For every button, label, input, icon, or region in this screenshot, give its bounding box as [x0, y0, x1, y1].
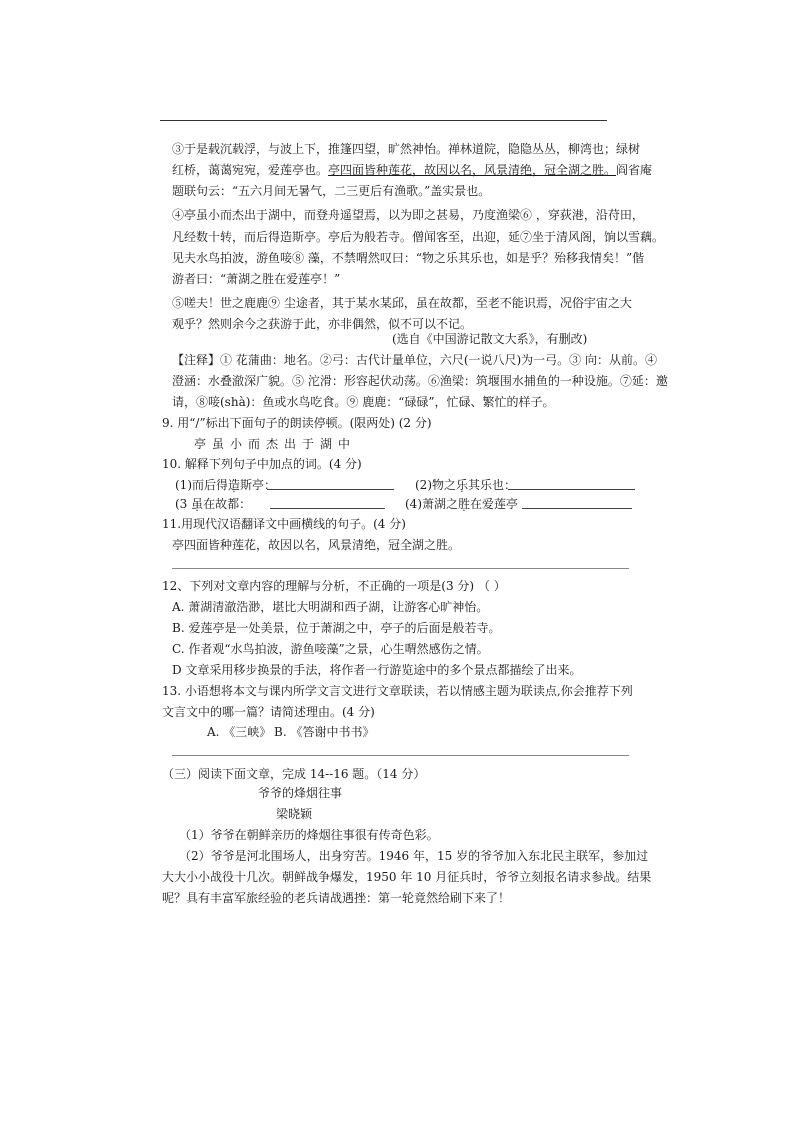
passage-p4-line-3: 见夫水鸟拍波，游鱼唼⑧ 藻，不禁喟然叹曰：“物之乐其乐也，如是乎？殆移我情矣！”偕: [172, 251, 645, 265]
section3-author: 梁晓颖: [276, 807, 313, 821]
q10-item-3-dotted: 虽: [191, 497, 204, 511]
q10-blank-2[interactable]: [508, 477, 635, 490]
q10-item-1: (1)而后得造斯亭：: [175, 478, 277, 492]
section3-title: 爷爷的烽烟往事: [258, 786, 343, 800]
q10-blank-3[interactable]: [270, 496, 385, 509]
passage-p4-line-4: 游者曰：“萧湖之胜在爱莲亭！”: [172, 272, 341, 286]
page-top-rule: [160, 120, 607, 121]
section3-p2-line-2: 大大小小战役十几次。朝鲜战争爆发，1950 年 10 月征兵时，爷爷立刻报名请求参战。结果: [162, 870, 652, 884]
q11-answer-line[interactable]: [172, 568, 629, 569]
q10-prompt: 10. 解释下列句子中加点的词。(4 分): [162, 457, 362, 471]
notes-line-2: 澄涵：水叠澈深广貌。⑤ 沱滑：形容起伏动荡。⑥渔梁：筑堰围水捕鱼的一种设施。⑦延：邀: [172, 374, 668, 388]
q12-option-c[interactable]: C. 作者观“水鸟拍波，游鱼唼藻”之景，心生喟然感伤之情。: [172, 642, 489, 656]
q12-option-b[interactable]: B. 爱莲亭是一处美景，位于萧湖之中，亭子的后面是般若寺。: [172, 621, 501, 635]
q10-item-2-dotted: 乐: [456, 478, 469, 492]
passage-p5-line-1: ⑤嗟夫！世之鹿鹿⑨ 尘途者，其于某水某邱，虽在故都，至老不能识焉，况俗宇宙之大: [172, 296, 632, 310]
notes-line-3: 请，⑧唼(shà)：鱼或水鸟吃食。⑨ 鹿鹿：“碌碌”，忙碌、繁忙的样子。: [172, 395, 555, 409]
q12-option-a[interactable]: A. 萧湖清澈浩渺，堪比大明湖和西子湖，让游客心旷神怡。: [172, 600, 489, 614]
q10-item-3: (3 虽在故都：: [175, 497, 252, 511]
passage-p4-line-2: 凡经数十转，而后得造斯亭。亭后为般若寺。僧闻客至，出迎，延⑦坐于清风阁，饷以雪藕。: [172, 230, 665, 244]
q12-prompt: 12、下列对文章内容的理解与分析，不正确的一项是(3 分) （ ）: [162, 579, 506, 593]
q11-sentence: 亭四面皆种莲花，故因以名，风景清绝，冠全湖之胜。: [172, 538, 461, 552]
section3-p2-line-3: 呢？具有丰富军旅经验的老兵请战遇挫：第一轮竟然给刷下来了！: [162, 891, 511, 905]
q13-option-a[interactable]: A. 《三峡》: [207, 725, 272, 739]
passage-p5-line-2: 观乎？然则余今之获游于此，亦非偶然，似不可以不记。: [172, 317, 473, 331]
passage-source: (选自《中国游记散文大系》，有删改): [392, 332, 588, 346]
q12-option-d[interactable]: D 文章采用移步换景的手法，将作者一行游览途中的多个景点都描绘了出来。: [172, 663, 582, 677]
notes-line-1: 【注释】① 花蒲曲：地名。②弓：古代计量单位，六尺(一说八尺)为一弓。③ 向：从前。④: [172, 353, 657, 367]
passage-p4-line-1: ④亭虽小而杰出于湖中，而登舟遥望焉，以为即之甚易，乃度渔梁⑥ ，穿荻港，沿苻田，: [172, 208, 644, 222]
passage-p3-line-1: ③于是载沉载浮，与波上下，推篷四望，旷然神怡。禅林道院，隐隐丛丛，柳湾也；绿树: [172, 142, 641, 156]
q13-prompt-line-1: 13. 小语想将本文与课内所学文言文进行文章联读，若以情感主题为联读点,你会推荐下列: [162, 684, 633, 698]
q10-item-4-dotted: 胜: [458, 497, 471, 511]
underlined-sentence: 亭四面皆种莲花，故因以名，风景清绝，冠全湖之胜。: [328, 163, 617, 177]
q13-prompt-line-2: 文言文中的哪一篇？请简述理由。(4 分): [162, 705, 375, 719]
q13-option-b[interactable]: B. 《答谢中书书》: [274, 725, 375, 739]
section3-p1: （1）爷爷在朝鲜亲历的烽烟往事很有传奇色彩。: [179, 828, 439, 842]
q10-item-2: (2)物之乐其乐也：: [415, 478, 517, 492]
q11-prompt: 11.用现代汉语翻译文中画横线的句子。(4 分): [162, 517, 406, 531]
q10-blank-4[interactable]: [522, 496, 632, 509]
q10-item-1-dotted: 造: [228, 478, 241, 492]
passage-p3-line-3: 题联句云：“五六月间无暑气，二三更后有渔歌。”盖实景也。: [172, 184, 491, 198]
q9-prompt: 9. 用“/”标出下面句子的朗读停顿。(限两处) (2 分): [162, 416, 432, 430]
q9-sentence[interactable]: 亭虽小而杰出于湖中: [194, 437, 357, 451]
section3-header: （三）阅读下面文章，完成 14--16 题。（14 分）: [162, 767, 426, 781]
q10-item-4: (4)萧湖之胜在爱莲亭: [405, 497, 519, 511]
passage-p3-line-2: 红桥，蔼蔼宛宛，爱莲亭也。亭四面皆种莲花，故因以名，风景清绝，冠全湖之胜。阎省庵: [172, 163, 653, 177]
section3-p2-line-1: （2）爷爷是河北围场人，出身穷苦。1946 年，15 岁的爷爷加入东北民主联军，参加过: [179, 849, 649, 863]
q13-answer-line[interactable]: [172, 755, 629, 756]
q10-blank-1[interactable]: [267, 477, 394, 490]
